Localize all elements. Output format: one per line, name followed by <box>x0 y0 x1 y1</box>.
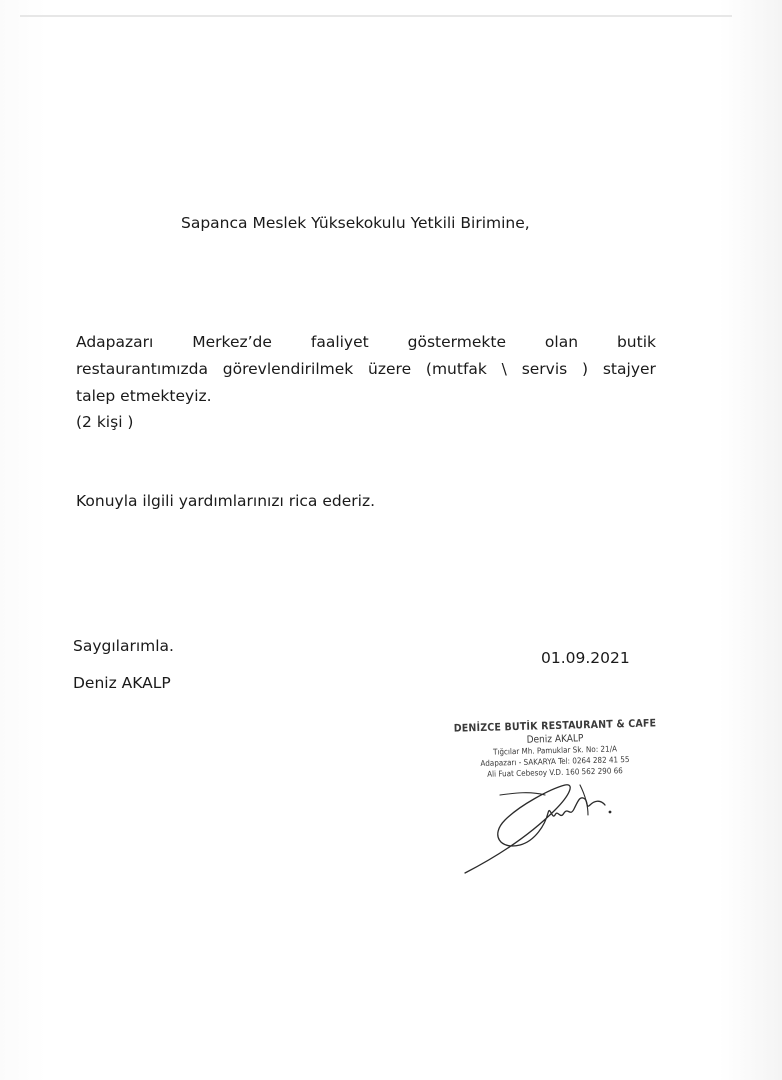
stamp-business-name: DENİZCE BUTİK RESTAURANT & CAFE <box>453 717 657 735</box>
handwritten-signature <box>460 765 630 880</box>
body-word: ) <box>582 360 589 378</box>
body-paragraph <box>76 329 656 410</box>
letter-date: 01.09.2021 <box>541 649 630 667</box>
stamp-address-line-1: Tığcılar Mh. Pamuklar Sk. No: 21/A <box>492 744 618 757</box>
stamp-tax-line: Ali Fuat Cebesoy V.D. 160 562 290 66 <box>487 766 623 779</box>
body-word: Adapazarı <box>76 333 154 351</box>
body-word: Merkez’de <box>192 333 272 351</box>
recipient-line: Sapanca Meslek Yüksekokulu Yetkili Birimine, <box>181 214 530 232</box>
body-line-3: talep etmekteyiz. <box>76 387 212 405</box>
body-word: restaurantımızda <box>76 360 208 378</box>
scan-edge-line <box>20 15 732 17</box>
body-word: göstermekte <box>407 333 506 351</box>
body-line-1 <box>76 329 656 356</box>
signatory-name: Deniz AKALP <box>73 674 171 692</box>
closing-salutation: Saygılarımla. <box>73 637 174 655</box>
request-line: Konuyla ilgili yardımlarınızı rica ederiz. <box>76 492 376 510</box>
body-word: servis <box>521 360 568 378</box>
body-word: üzere <box>368 360 412 378</box>
body-word: (mutfak <box>425 360 487 378</box>
stamp-owner: Deniz AKALP <box>526 733 584 746</box>
body-word: olan <box>544 333 579 351</box>
body-word: faaliyet <box>310 333 369 351</box>
body-line-2 <box>76 356 656 383</box>
intern-count-note: (2 kişi ) <box>76 413 134 431</box>
body-word: stajyer <box>602 360 656 378</box>
body-word: görevlendirilmek <box>222 360 354 378</box>
stamp-address-line-2: Adapazarı - SAKARYA Tel: 0264 282 41 55 <box>480 755 630 768</box>
body-word: \ <box>501 360 507 378</box>
body-word: butik <box>616 333 656 351</box>
